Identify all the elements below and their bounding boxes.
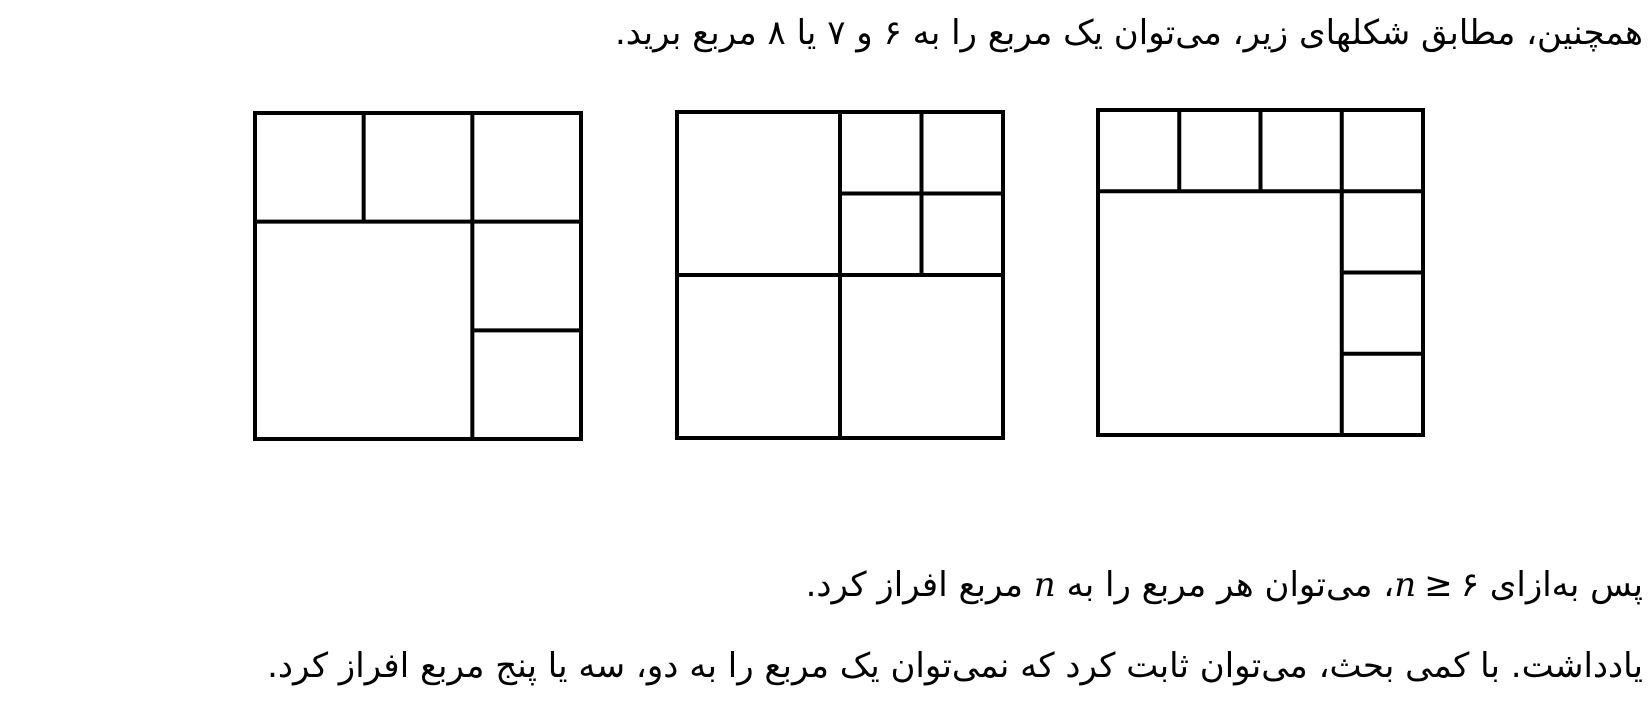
math-var-n: n [1394,565,1417,605]
note-text: یادداشت. با کمی بحث، می‌توان ثابت کرد که نمی‌توان یک مربع را به دو، سه یا پنج مربع افراز کرد. [267,646,1643,686]
figure-seven-squares [675,110,1005,440]
figure-six-squares [253,111,583,441]
math-num-six: ۶ [1460,565,1479,605]
figure-eight-squares [1096,108,1425,437]
conclusion-suffix: مربع افراز کرد. [805,565,1034,605]
math-var-n-2: n [1033,565,1056,605]
greater-equal-operator: ≥ [1424,565,1453,605]
intro-text: همچنین، مطابق شکلهای زیر، می‌توان یک مربع را به ۶ و ۷ یا ۸ مربع برید. [615,13,1643,53]
math-inequality [1394,565,1479,605]
conclusion-text [806,560,1643,610]
conclusion-prefix: پس به‌ازای [1478,565,1643,605]
conclusion-middle: ، می‌توان هر مربع را به [1055,565,1395,605]
